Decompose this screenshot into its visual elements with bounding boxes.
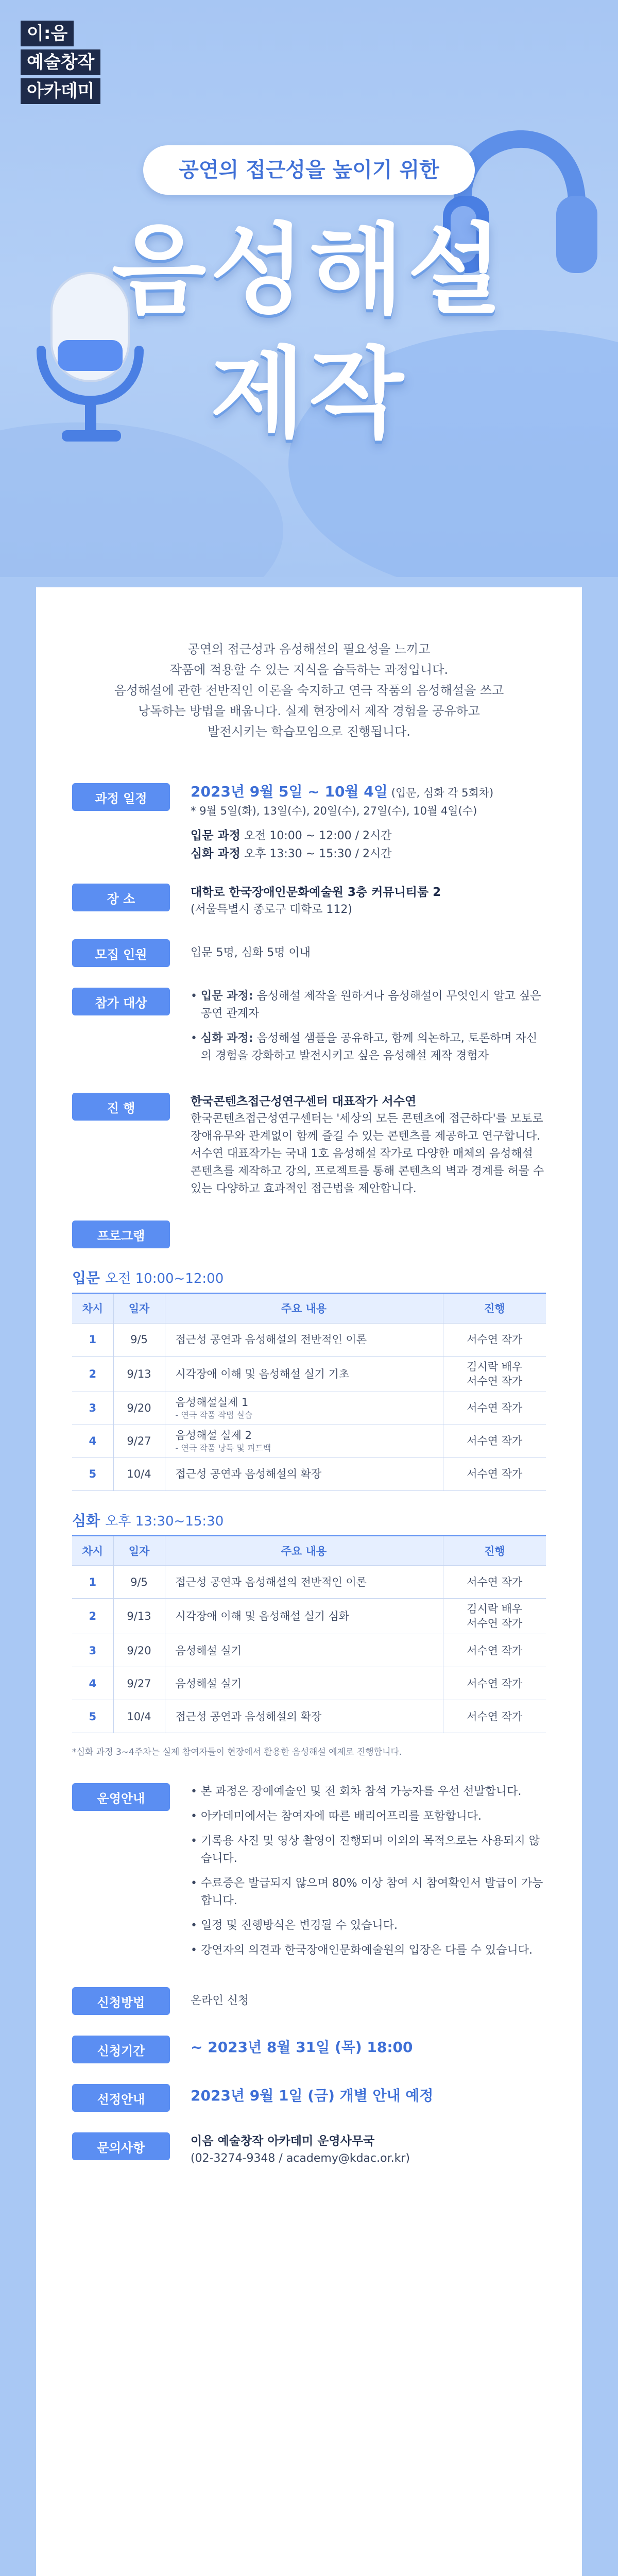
table-header: 차시 bbox=[72, 1293, 113, 1323]
table-cell: 서수연 작가 bbox=[443, 1566, 546, 1599]
select-row bbox=[72, 2084, 546, 2112]
table-cell: 2 bbox=[72, 1356, 113, 1392]
table-row bbox=[72, 1323, 546, 1356]
guide-row bbox=[72, 1783, 546, 1967]
host-row bbox=[72, 1093, 546, 1198]
table-cell bbox=[165, 1323, 443, 1356]
table-cell: 5 bbox=[72, 1458, 113, 1490]
guide-list bbox=[191, 1783, 546, 1959]
table-cell: 9/5 bbox=[113, 1566, 165, 1599]
table-cell bbox=[165, 1566, 443, 1599]
session-title: 음성해설 실기 bbox=[175, 1677, 242, 1690]
table-cell bbox=[165, 1634, 443, 1667]
table-cell: 서수연 작가 bbox=[443, 1634, 546, 1667]
intro-course-heading: 입문 오전 10:00~12:00 bbox=[72, 1269, 224, 1286]
program-row bbox=[72, 1221, 546, 1248]
intro-line: 공연의 접근성과 음성해설의 필요성을 느끼고 bbox=[187, 642, 431, 656]
table-cell: 3 bbox=[72, 1634, 113, 1667]
period-label: 신청기간 bbox=[72, 2036, 170, 2063]
table-cell bbox=[165, 1667, 443, 1700]
table-cell: 9/13 bbox=[113, 1599, 165, 1634]
table-cell: 서수연 작가 bbox=[443, 1667, 546, 1700]
academy-logo bbox=[21, 21, 129, 104]
table-cell: 4 bbox=[72, 1667, 113, 1700]
hero-title-line2: 제작 bbox=[210, 337, 408, 451]
table-row bbox=[72, 1425, 546, 1458]
intro-course-time: 오전 10:00 ~ 12:00 / 2시간 bbox=[244, 829, 392, 842]
table-cell: 서수연 작가 bbox=[443, 1458, 546, 1490]
list-item: • 수료증은 발급되지 않으며 80% 이상 참여 시 참여확인서 발급이 가능합니다. bbox=[191, 1875, 546, 1910]
table-cell bbox=[165, 1458, 443, 1490]
table-cell: 2 bbox=[72, 1599, 113, 1634]
adv-course-time: 오후 13:30 ~ 15:30 / 2시간 bbox=[244, 848, 392, 860]
table-cell: 9/5 bbox=[113, 1323, 165, 1356]
contact-label: 문의사항 bbox=[72, 2132, 170, 2160]
table-row bbox=[72, 1667, 546, 1700]
logo-line: 예술창작 bbox=[21, 49, 100, 75]
place-address: (서울특별시 종로구 대학로 112) bbox=[191, 903, 352, 916]
table-cell: 김시락 배우 서수연 작가 bbox=[443, 1356, 546, 1392]
place-label: 장 소 bbox=[72, 884, 170, 911]
host-label: 진 행 bbox=[72, 1093, 170, 1121]
table-row bbox=[72, 1356, 546, 1392]
table-row bbox=[72, 1566, 546, 1599]
table-cell: 1 bbox=[72, 1323, 113, 1356]
intro-line: 발전시키는 학습모임으로 진행됩니다. bbox=[208, 724, 410, 739]
schedule-label: 과정 일정 bbox=[72, 783, 170, 811]
logo-line: 아카데미 bbox=[21, 78, 100, 104]
table-row bbox=[72, 1599, 546, 1634]
intro-course-label: 입문 과정 bbox=[191, 829, 241, 842]
table-cell: 9/27 bbox=[113, 1667, 165, 1700]
schedule-note: (입문, 심화 각 5회차) bbox=[391, 787, 494, 799]
contact-info: (02-3274-9348 / academy@kdac.or.kr) bbox=[191, 2152, 410, 2165]
session-title: 시각장애 이해 및 음성해설 실기 심화 bbox=[175, 1610, 350, 1622]
target-label: 참가 대상 bbox=[72, 988, 170, 1015]
table-cell bbox=[165, 1700, 443, 1733]
adv-course-label: 심화 과정 bbox=[191, 847, 241, 860]
schedule-dates: * 9월 5일(화), 13일(수), 20일(수), 27일(수), 10월 4일(수) bbox=[191, 805, 477, 817]
session-title: 접근성 공연과 음성해설의 전반적인 이론 bbox=[175, 1575, 367, 1588]
adv-schedule-table bbox=[72, 1535, 546, 1734]
recruit-row bbox=[72, 939, 546, 967]
list-item: • 기록용 사진 및 영상 촬영이 진행되며 이외의 목적으로는 사용되지 않습니다. bbox=[191, 1833, 546, 1868]
table-cell: 1 bbox=[72, 1566, 113, 1599]
table-cell: 9/20 bbox=[113, 1392, 165, 1425]
intro-line: 낭독하는 방법을 배웁니다. 실제 현장에서 제작 경험을 공유하고 bbox=[138, 704, 480, 718]
table-cell: 10/4 bbox=[113, 1458, 165, 1490]
table-cell bbox=[165, 1392, 443, 1425]
table-cell: 3 bbox=[72, 1392, 113, 1425]
table-cell: 서수연 작가 bbox=[443, 1700, 546, 1733]
session-title: 음성해설 실제 2 bbox=[175, 1429, 252, 1442]
method-row bbox=[72, 1987, 546, 2015]
target-list bbox=[191, 988, 546, 1065]
session-subtitle: - 연극 작품 작법 실습 bbox=[175, 1410, 253, 1420]
table-cell: 4 bbox=[72, 1425, 113, 1458]
adv-course-heading: 심화 오후 13:30~15:30 bbox=[72, 1512, 224, 1529]
table-header: 주요 내용 bbox=[165, 1536, 443, 1566]
table-cell: 김시락 배우 서수연 작가 bbox=[443, 1599, 546, 1634]
table-header: 차시 bbox=[72, 1536, 113, 1566]
period-value: ~ 2023년 8월 31일 (목) 18:00 bbox=[191, 2039, 413, 2056]
place-row bbox=[72, 884, 546, 919]
guide-label: 운영안내 bbox=[72, 1783, 170, 1811]
table-row bbox=[72, 1458, 546, 1490]
recruit-label: 모집 인원 bbox=[72, 939, 170, 967]
intro-schedule-table bbox=[72, 1293, 546, 1491]
table-row bbox=[72, 1634, 546, 1667]
host-description: 한국콘텐츠접근성연구센터는 '세상의 모든 콘텐츠에 접근하다'를 모토로 장애유무와 관계없이 함께 즐길 수 있는 콘텐츠를 제공하고 연구합니다. 서수연 대표작가는 국내 1호 음성해설 작가로 다양한 매체의 음성해설 콘텐츠를 제작하고 강의, 프로젝트를 통해 콘텐츠의 벽과 경계를 허물 수 있는 다양하고 효과적인 접근법을 제안합니다. bbox=[191, 1112, 544, 1195]
contact-name: 이음 예술창작 아카데미 운영사무국 bbox=[191, 2134, 375, 2148]
intro-text bbox=[72, 587, 546, 742]
table-cell: 9/13 bbox=[113, 1356, 165, 1392]
select-label: 선정안내 bbox=[72, 2084, 170, 2112]
table-header: 진행 bbox=[443, 1536, 546, 1566]
select-value: 2023년 9월 1일 (금) 개별 안내 예정 bbox=[191, 2087, 434, 2104]
table-cell: 9/27 bbox=[113, 1425, 165, 1458]
table-cell: 서수연 작가 bbox=[443, 1323, 546, 1356]
table-header: 일자 bbox=[113, 1536, 165, 1566]
table-cell: 5 bbox=[72, 1700, 113, 1733]
place-main: 대학로 한국장애인문화예술원 3층 커뮤니티룸 2 bbox=[191, 886, 441, 899]
method-label: 신청방법 bbox=[72, 1987, 170, 2015]
period-row bbox=[72, 2036, 546, 2063]
program-label: 프로그램 bbox=[72, 1221, 170, 1248]
list-item: • 아카데미에서는 참여자에 따른 배리어프리를 포함합니다. bbox=[191, 1808, 546, 1825]
table-header: 진행 bbox=[443, 1293, 546, 1323]
table-cell bbox=[165, 1425, 443, 1458]
recruit-value: 입문 5명, 심화 5명 이내 bbox=[191, 946, 311, 959]
list-item: • 일정 및 진행방식은 변경될 수 있습니다. bbox=[191, 1917, 546, 1935]
program-note: *심화 과정 3~4주차는 실제 참여자들이 현장에서 활용한 음성해설 예제로 진행합니다. bbox=[72, 1747, 402, 1757]
contact-row bbox=[72, 2132, 546, 2167]
method-value: 온라인 신청 bbox=[191, 1994, 249, 2007]
table-row bbox=[72, 1700, 546, 1733]
info-card bbox=[36, 587, 582, 2576]
session-title: 음성해설실제 1 bbox=[175, 1396, 249, 1409]
session-title: 접근성 공연과 음성해설의 확장 bbox=[175, 1710, 322, 1723]
list-item: • 심화 과정: 음성해설 샘플을 공유하고, 함께 의논하고, 토론하며 자신의 경험을 강화하고 발전시키고 싶은 음성해설 제작 경험자 bbox=[191, 1030, 546, 1065]
table-row bbox=[72, 1392, 546, 1425]
hero-banner bbox=[0, 0, 618, 577]
schedule-main: 2023년 9월 5일 ~ 10월 4일 bbox=[191, 783, 388, 800]
host-title: 한국콘텐츠접근성연구센터 대표작가 서수연 bbox=[191, 1095, 417, 1108]
target-row bbox=[72, 988, 546, 1072]
session-subtitle: - 연극 작품 낭독 및 피드백 bbox=[175, 1443, 271, 1453]
table-header: 주요 내용 bbox=[165, 1293, 443, 1323]
session-title: 음성해설 실기 bbox=[175, 1644, 242, 1657]
table-cell bbox=[165, 1599, 443, 1634]
session-title: 시각장애 이해 및 음성해설 실기 기초 bbox=[175, 1367, 350, 1380]
intro-line: 작품에 적용할 수 있는 지식을 습득하는 과정입니다. bbox=[169, 663, 449, 677]
intro-line: 음성해설에 관한 전반적인 이론을 숙지하고 연극 작품의 음성해설을 쓰고 bbox=[114, 683, 504, 698]
session-title: 접근성 공연과 음성해설의 확장 bbox=[175, 1468, 322, 1480]
hero-title-line1: 음성해설 bbox=[111, 213, 507, 327]
session-title: 접근성 공연과 음성해설의 전반적인 이론 bbox=[175, 1333, 367, 1346]
list-item: • 입문 과정: 음성해설 제작을 원하거나 음성해설이 무엇인지 알고 싶은 공연 관계자 bbox=[191, 988, 546, 1023]
list-item: • 본 과정은 장애예술인 및 전 회차 참석 가능자를 우선 선발합니다. bbox=[191, 1783, 546, 1801]
schedule-row bbox=[72, 783, 546, 863]
table-cell bbox=[165, 1356, 443, 1392]
logo-line: 이:음 bbox=[21, 21, 74, 46]
table-cell: 9/20 bbox=[113, 1634, 165, 1667]
list-item: • 강연자의 의견과 한국장애인문화예술원의 입장은 다를 수 있습니다. bbox=[191, 1942, 546, 1959]
table-header: 일자 bbox=[113, 1293, 165, 1323]
table-cell: 10/4 bbox=[113, 1700, 165, 1733]
table-cell: 서수연 작가 bbox=[443, 1392, 546, 1425]
hero-subtitle: 공연의 접근성을 높이기 위한 bbox=[143, 145, 475, 195]
table-cell: 서수연 작가 bbox=[443, 1425, 546, 1458]
